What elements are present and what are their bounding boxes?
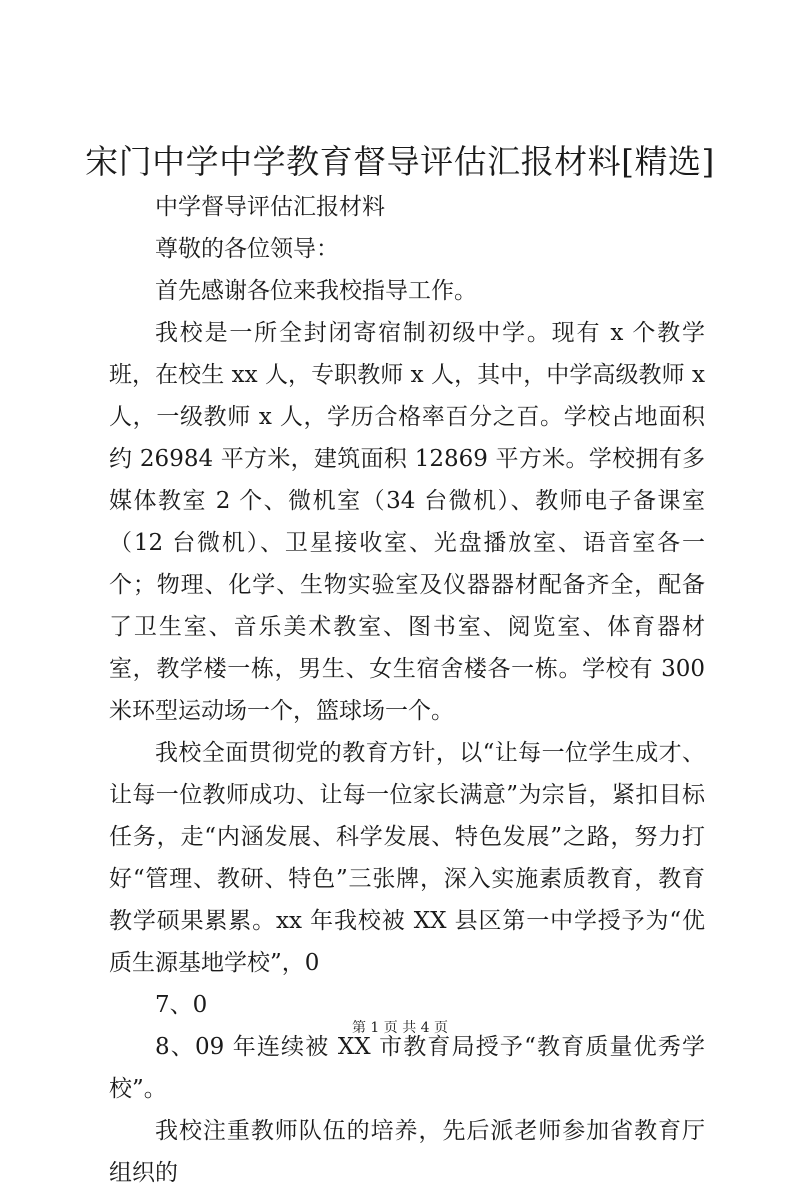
paragraph-subtitle: 中学督导评估汇报材料: [155, 194, 385, 220]
document-body: [109, 186, 705, 1194]
page-number-footer: 第 1 页 共 4 页: [351, 1020, 449, 1036]
paragraph-education-policy: 我校全面贯彻党的教育方针，以“让每一位学生成才、让每一位教师成功、让每一位家长满意”为宗旨，紧扣目标任务，走“内涵发展、科学发展、特色发展”之路，努力打好“管理、教研、特色”三张牌，深入实施素质教育，教育教学硕果累累。xx 年我校被 XX 县区第一中学授予为“优质生源基地学校”，0: [109, 740, 705, 976]
document-title: 宋门中学中学教育督导评估汇报材料[精选]: [85, 142, 715, 181]
paragraph-thanks: 首先感谢各位来我校指导工作。: [155, 278, 477, 304]
paragraph-teacher-training: 我校注重教师队伍的培养，先后派老师参加省教育厅组织的: [109, 1118, 705, 1186]
paragraph-year-fragment: 7、0: [155, 992, 208, 1018]
paragraph-award: 8、09 年连续被 XX 市教育局授予“教育质量优秀学校”。: [109, 1034, 705, 1102]
paragraph-salutation: 尊敬的各位领导：: [155, 236, 339, 262]
paragraph-school-overview: 我校是一所全封闭寄宿制初级中学。现有 x 个教学班，在校生 xx 人，专职教师 x 人，其中，中学高级教师 x 人，一级教师 x 人，学历合格率百分之百。学校占地面积约 26984 平方米，建筑面积 12869 平方米。学校拥有多媒体教室 2 个、微机室（34 台微机）、教师电子备课室（12 台微机）、卫星接收室、光盘播放室、语音室各一个；物理、化学、生物实验室及仪器器材配备齐全，配备了卫生室、音乐美术教室、图书室、阅览室、体育器材室，教学楼一栋，男生、女生宿舍楼各一栋。学校有 300 米环型运动场一个，篮球场一个。: [109, 320, 705, 724]
